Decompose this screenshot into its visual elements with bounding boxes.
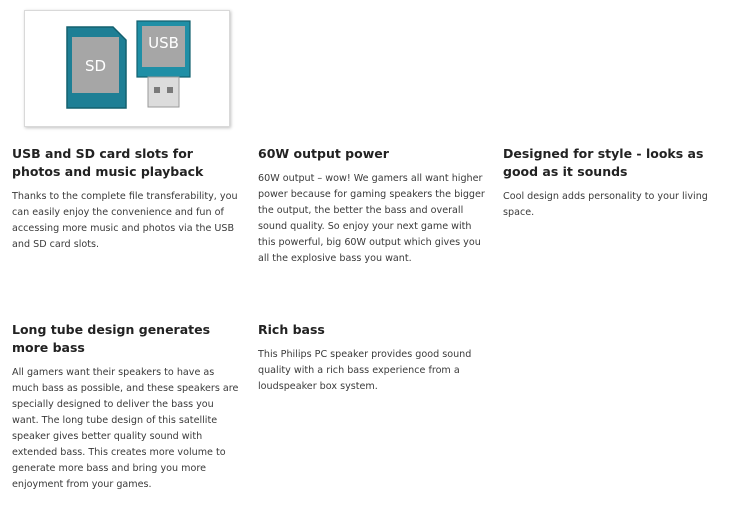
usb-sd-feature-image [24,10,230,127]
sd-card-icon [67,27,126,108]
feature-rich-bass [258,321,490,395]
feature-title: 60W output power [258,146,389,161]
usb-label: USB [148,34,179,52]
usb-stick-icon [137,21,190,107]
feature-description: 60W output – wow! We gamers all want higher power because for gaming speakers the bigger the output, the better the bass and overall sound quality. So enjoy your next game with this powerful, big 60W output which gives you all the explosive bass you want. [258,173,485,264]
feature-title: USB and SD card slots for photos and music playback [12,146,204,179]
feature-designed-for-style [503,145,729,221]
feature-title: Long tube design generates more bass [12,322,211,355]
feature-long-tube-design [12,321,242,493]
usb-sd-illustration [25,11,230,127]
feature-description: This Philips PC speaker provides good sound quality with a rich bass experience from a loudspeaker box system. [258,349,472,392]
feature-description: All gamers want their speakers to have as much bass as possible, and these speakers are specially designed to deliver the bass you want. The long tube design of this satellite speaker gives better quality sound with extended bass. This creates more volume to generate more bass and bring you more enjoyment from your games. [12,367,239,490]
feature-usb-sd-slots [12,145,244,253]
feature-description: Thanks to the complete file transferability, you can easily enjoy the convenience and fun of accessing more music and photos via the USB and SD card slots. [12,191,238,250]
feature-title: Designed for style - looks as good as it sounds [503,146,704,179]
feature-title: Rich bass [258,322,325,337]
feature-60w-output [258,145,490,267]
sd-label: SD [84,57,107,75]
feature-description: Cool design adds personality to your living space. [503,191,708,218]
